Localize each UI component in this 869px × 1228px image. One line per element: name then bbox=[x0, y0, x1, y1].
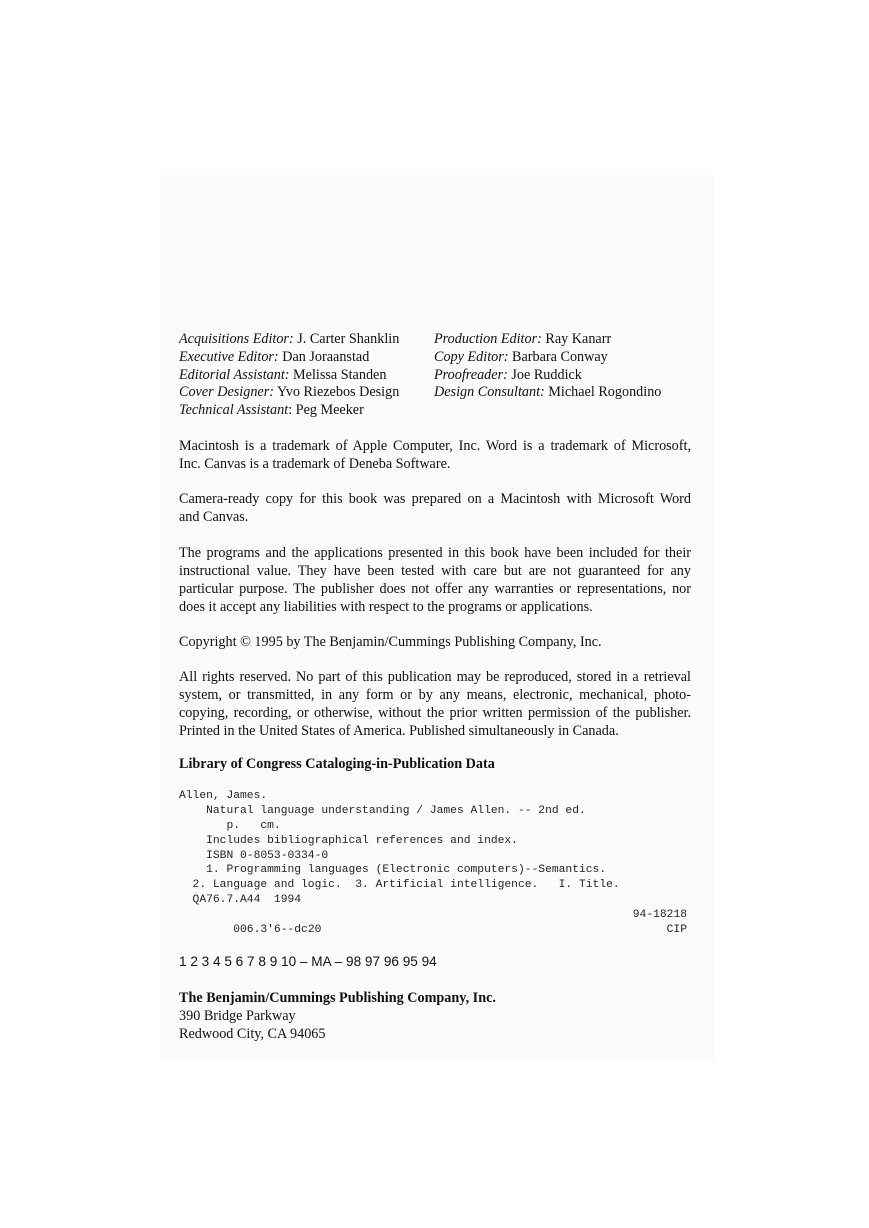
credit-technical-assistant bbox=[179, 402, 429, 420]
cip-line: QA76.7.A44 1994 bbox=[179, 894, 302, 907]
credit-design-consultant bbox=[434, 384, 724, 402]
disclaimer-paragraph bbox=[179, 544, 691, 616]
credit-executive-editor bbox=[179, 349, 429, 367]
credit-name: Melissa Standen bbox=[293, 366, 387, 383]
cip-line: Includes bibliographical references and index. bbox=[179, 834, 518, 847]
credit-name: Joe Ruddick bbox=[511, 366, 582, 383]
credit-role: Proofreader: bbox=[434, 366, 508, 383]
rights-paragraph bbox=[179, 668, 691, 740]
cip-data-block bbox=[179, 789, 689, 938]
paragraph-line: instructional value. They have been tested with care but are not guaranteed for any bbox=[179, 563, 691, 579]
credit-name: Yvo Riezebos Design bbox=[277, 384, 400, 401]
lccn-number: 94-18218 bbox=[632, 909, 687, 922]
credit-role: Production Editor: bbox=[434, 331, 542, 347]
cip-line: p. cm. bbox=[179, 819, 281, 832]
credit-name: Dan Joraanstad bbox=[282, 348, 370, 365]
credit-role: Acquisitions Editor: bbox=[179, 331, 294, 347]
cip-mark: CIP bbox=[666, 924, 687, 937]
paragraph-line: particular purpose. The publisher does not offer any warranties or representations, nor bbox=[179, 581, 691, 597]
credit-role: Editorial Assistant: bbox=[179, 366, 290, 383]
publisher-name: The Benjamin/Cummings Publishing Company, Inc. bbox=[179, 990, 496, 1006]
credit-role: Cover Designer: bbox=[179, 384, 274, 401]
paragraph-line: The programs and the applications presented in this book have been included for their bbox=[179, 545, 691, 561]
credit-name: J. Carter Shanklin bbox=[297, 331, 400, 347]
cip-line: 2. Language and logic. 3. Artificial intelligence. I. Title. bbox=[179, 879, 620, 892]
credits-right-column bbox=[434, 331, 724, 402]
credit-name: Michael Rogondino bbox=[548, 384, 662, 401]
credit-role: Technical Assistant bbox=[179, 402, 289, 419]
printing-line: 1 2 3 4 5 6 7 8 9 10 – MA – 98 97 96 95 94 bbox=[179, 954, 437, 969]
publisher-city: Redwood City, CA 94065 bbox=[179, 1026, 326, 1042]
credit-name: Ray Kanarr bbox=[545, 331, 612, 347]
copyright-line: Copyright © 1995 by The Benjamin/Cummings Publishing Company, Inc. bbox=[179, 634, 602, 650]
credit-role: Executive Editor: bbox=[179, 348, 279, 365]
paragraph-line: All rights reserved. No part of this publication may be reproduced, stored in a retrieval bbox=[179, 669, 691, 685]
paragraph-line: does it accept any liabilities with respect to the programs or applications. bbox=[179, 599, 593, 615]
cip-line: Allen, James. bbox=[179, 790, 268, 802]
cip-line: 1. Programming languages (Electronic computers)--Semantics. bbox=[179, 864, 607, 877]
credit-name: Barbara Conway bbox=[512, 348, 608, 365]
cip-line: ISBN 0-8053-0334-0 bbox=[179, 849, 329, 862]
paragraph-line: Macintosh is a trademark of Apple Computer, Inc. Word is a trademark of Microsoft, bbox=[179, 438, 691, 454]
paragraph-line: Printed in the United States of America. Published simultaneously in Canada. bbox=[179, 723, 619, 739]
paragraph-line: Inc. Canvas is a trademark of Deneba Software. bbox=[179, 456, 451, 472]
cip-line: Natural language understanding / James Allen. -- 2nd ed. bbox=[179, 804, 586, 817]
credit-acquisitions-editor bbox=[179, 331, 429, 349]
paragraph-line: system, or transmitted, in any form or by any means, electronic, mechanical, photo- bbox=[179, 687, 691, 703]
credit-proofreader bbox=[434, 367, 724, 385]
credit-name: : Peg Meeker bbox=[288, 402, 364, 419]
credit-copy-editor bbox=[434, 349, 724, 367]
camera-ready-notice bbox=[179, 490, 691, 526]
credit-role: Copy Editor: bbox=[434, 348, 509, 365]
paragraph-line: copying, recording, or otherwise, without the prior written permission of the publisher. bbox=[179, 705, 691, 721]
publisher-street: 390 Bridge Parkway bbox=[179, 1008, 296, 1024]
trademark-notice bbox=[179, 437, 691, 473]
cip-classification: 006.3'6--dc20 bbox=[219, 924, 322, 937]
publisher-address bbox=[179, 989, 496, 1043]
credit-editorial-assistant bbox=[179, 367, 429, 385]
credit-production-editor bbox=[434, 331, 724, 349]
cip-heading: Library of Congress Cataloging-in-Publication Data bbox=[179, 756, 495, 772]
paragraph-line: Camera-ready copy for this book was prepared on a Macintosh with Microsoft Word bbox=[179, 491, 691, 507]
credit-cover-designer bbox=[179, 384, 429, 402]
cip-mark-row bbox=[179, 923, 689, 938]
credits-left-column bbox=[179, 331, 429, 420]
credit-role: Design Consultant: bbox=[434, 384, 545, 401]
paragraph-line: and Canvas. bbox=[179, 509, 249, 525]
copyright-notice bbox=[179, 633, 691, 651]
